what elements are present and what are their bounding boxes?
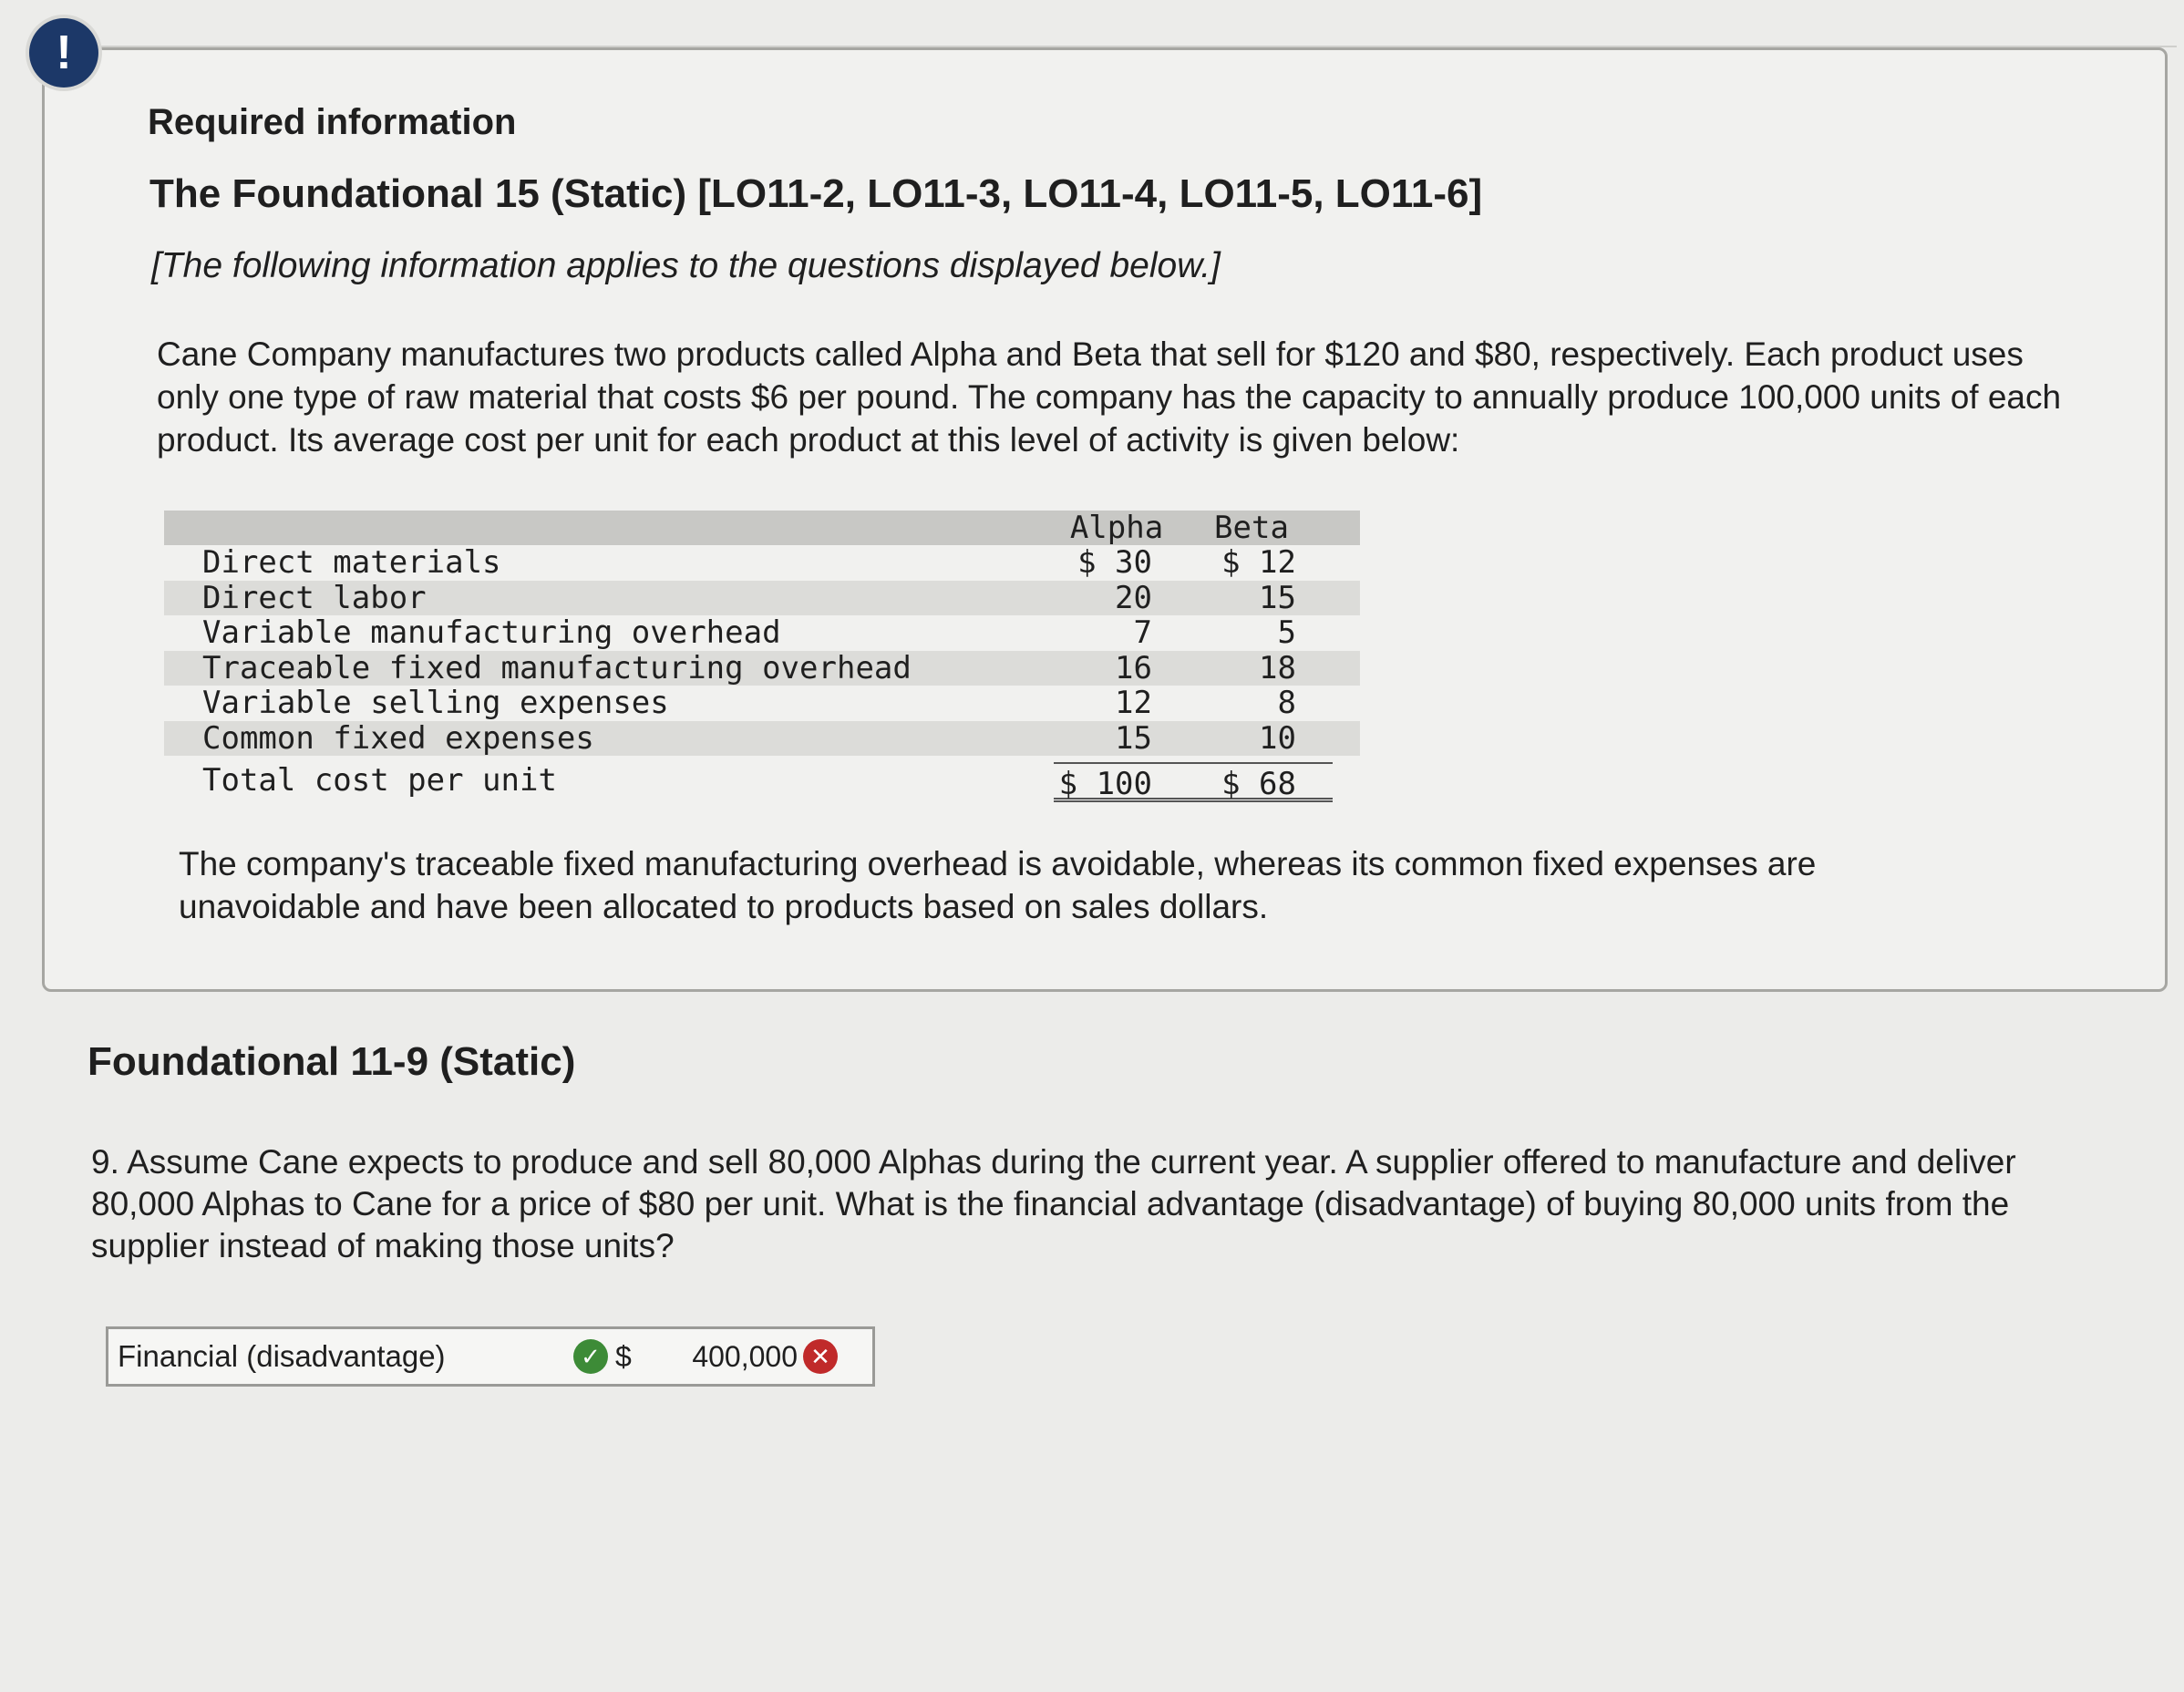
beta-value: 8 <box>1277 685 1296 722</box>
table-row <box>164 651 1360 686</box>
table-row <box>164 581 1360 616</box>
beta-value: 10 <box>1259 719 1296 757</box>
table-row <box>164 615 1360 651</box>
closing-paragraph: The company's traceable fixed manufacturing overhead is avoidable, whereas its common fixed expenses are unavoidable and have been allocated to products based on sales dollars. <box>179 845 1817 925</box>
table-row <box>164 721 1360 757</box>
table-row <box>164 686 1360 721</box>
beta-total: $ 68 <box>1180 762 1333 802</box>
table-row <box>164 545 1360 581</box>
alert-icon: ! <box>29 18 98 88</box>
table-total-row <box>164 756 1360 805</box>
row-label: Variable manufacturing overhead <box>202 614 781 652</box>
question-text: 9. Assume Cane expects to produce and sell 80,000 Alphas during the current year. A supplier offered to manufacture and deliver 80,000 Alphas to Cane for a price of $80 per unit. What is the financial advantage (disadvantage) of buying 80,000 units from the supplier instead of making those units? <box>91 1143 2016 1264</box>
answer-label-select[interactable]: Financial (disadvantage) <box>118 1339 446 1373</box>
alpha-value: 12 <box>1115 685 1152 722</box>
answer-row <box>106 1326 875 1387</box>
column-header-beta: Beta <box>1214 510 1289 546</box>
table-header-row <box>164 511 1360 545</box>
alpha-total: $ 100 <box>1054 762 1180 802</box>
beta-value: $ 12 <box>1221 544 1296 582</box>
total-label: Total cost per unit <box>202 762 557 799</box>
row-label: Traceable fixed manufacturing overhead <box>202 649 912 686</box>
row-label: Variable selling expenses <box>202 685 669 722</box>
alpha-value: 7 <box>1133 614 1152 652</box>
problem-title: The Foundational 15 (Static) [LO11-2, LO11-3, LO11-4, LO11-5, LO11-6] <box>149 171 1483 216</box>
cost-table <box>164 511 1360 805</box>
check-icon: ✓ <box>573 1339 608 1374</box>
section-title: Foundational 11-9 (Static) <box>88 1039 576 1084</box>
row-label: Direct labor <box>202 579 427 616</box>
answer-value-input[interactable]: 400,000 <box>692 1339 798 1373</box>
alpha-value: 15 <box>1115 719 1152 757</box>
x-icon: ✕ <box>803 1339 838 1374</box>
alpha-value: 16 <box>1115 649 1152 686</box>
currency-symbol: $ <box>615 1339 632 1373</box>
column-header-alpha: Alpha <box>1069 510 1164 546</box>
intro-paragraph: Cane Company manufactures two products called Alpha and Beta that sell for $120 and $80, respectively. Each product uses only one type of raw material that costs $6 per pound. The company has the capacity to annually produce 100,000 units of each product. Its average cost per unit for each product at this level of activity is given below: <box>157 335 2062 459</box>
row-label: Direct materials <box>202 544 501 582</box>
alpha-value: $ 30 <box>1077 544 1152 582</box>
info-note: [The following information applies to the questions displayed below.] <box>151 246 1221 285</box>
beta-value: 15 <box>1259 579 1296 616</box>
beta-value: 5 <box>1277 614 1296 652</box>
row-label: Common fixed expenses <box>202 719 594 757</box>
required-info-label: Required information <box>148 102 517 142</box>
beta-value: 18 <box>1259 649 1296 686</box>
alpha-value: 20 <box>1115 579 1152 616</box>
